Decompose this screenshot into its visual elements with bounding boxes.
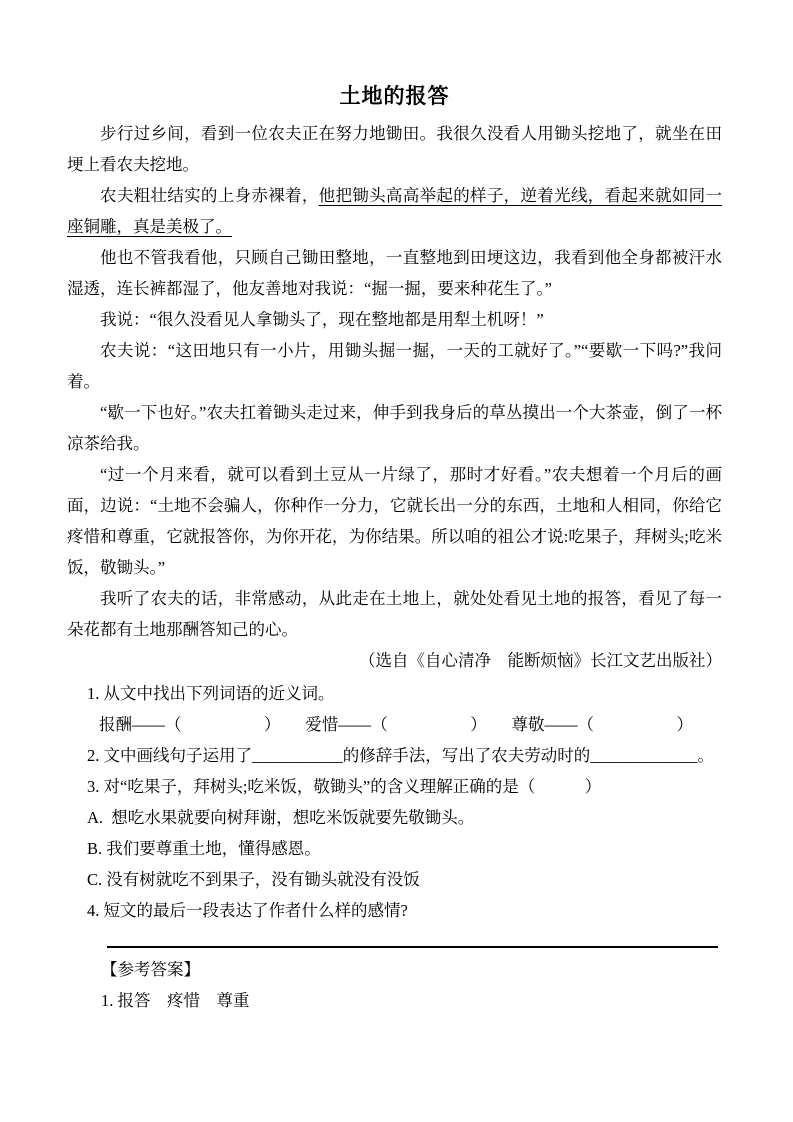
- question-3-option-c: C. 没有树就吃不到果子，没有锄头就没有没饭: [87, 870, 420, 889]
- paragraph-1: 步行过乡间，看到一位农夫正在努力地锄田。我很久没看人用锄头挖地了，就坐在田埂上看农夫挖地。: [67, 124, 722, 174]
- answer-1: 1. 报答 疼惜 尊重: [101, 991, 250, 1010]
- question-1-blanks: 报酬——（ ） 爱惜——（ ） 尊敬——（ ）: [99, 715, 693, 734]
- questions-section: [67, 678, 722, 926]
- article-title: 土地的报答: [339, 85, 450, 108]
- question-4: 4. 短文的最后一段表达了作者什么样的感情?: [87, 901, 408, 920]
- paragraph-8: 我听了农夫的话，非常感动，从此走在土地上，就处处看见土地的报答，看见了每一朵花都有土地那酬答知己的心。: [67, 589, 722, 639]
- underlined-sentence: 他把锄头高高举起的样子，逆着光线，看起来就如同一座铜雕，真是美极了。: [67, 186, 723, 236]
- question-2: 2. 文中画线句子运用了___________的修辞手法，写出了农夫劳动时的_____________。: [87, 746, 714, 765]
- section-divider: [107, 946, 718, 948]
- question-1: 1. 从文中找出下列词语的近义词。: [87, 684, 335, 703]
- source-attribution: （选自《自心清净 能断烦恼》长江文艺出版社）: [359, 651, 722, 670]
- question-3-option-a: A. 想吃水果就要向树拜谢，想吃米饭就要先敬锄头。: [87, 808, 475, 827]
- paragraph-4: 我说：“很久没看见人拿锄头了，现在整地都是用犁土机呀！”: [100, 310, 544, 329]
- answers-header: 【参考答案】: [101, 960, 200, 979]
- question-3-option-b: B. 我们要尊重土地，懂得感恩。: [87, 839, 321, 858]
- paragraph-2: [67, 180, 722, 242]
- question-3: 3. 对“吃果子，拜树头;吃米饭，敬锄头”的含义理解正确的是（ ）: [87, 777, 602, 796]
- paragraph-2-lead: 农夫粗壮结实的上身赤裸着，: [100, 186, 319, 205]
- paragraph-3: 他也不管我看他，只顾自己锄田整地，一直整地到田埂这边，我看到他全身都被汗水湿透，连长裤都湿了，他友善地对我说：“掘一掘，要来种花生了。”: [67, 248, 722, 298]
- paragraph-5: 农夫说：“这田地只有一小片，用锄头掘一掘，一天的工就好了。”“要歇一下吗?”我问着。: [67, 341, 722, 391]
- paragraph-6: “歇一下也好。”农夫扛着锄头走过来，伸手到我身后的草丛摸出一个大茶壶，倒了一杯凉茶给我。: [67, 403, 722, 453]
- paragraph-7: “过一个月来看，就可以看到土豆从一片绿了，那时才好看。”农夫想着一个月后的画面，边说：“土地不会骗人，你种作一分力，它就长出一分的东西，土地和人相同，你给它疼惜和尊重，它就报答你，为你开花，为你结果。所以咱的祖公才说:吃果子，拜树头;吃米饭，敬锄头。”: [67, 465, 722, 577]
- answers-section: [67, 954, 722, 1016]
